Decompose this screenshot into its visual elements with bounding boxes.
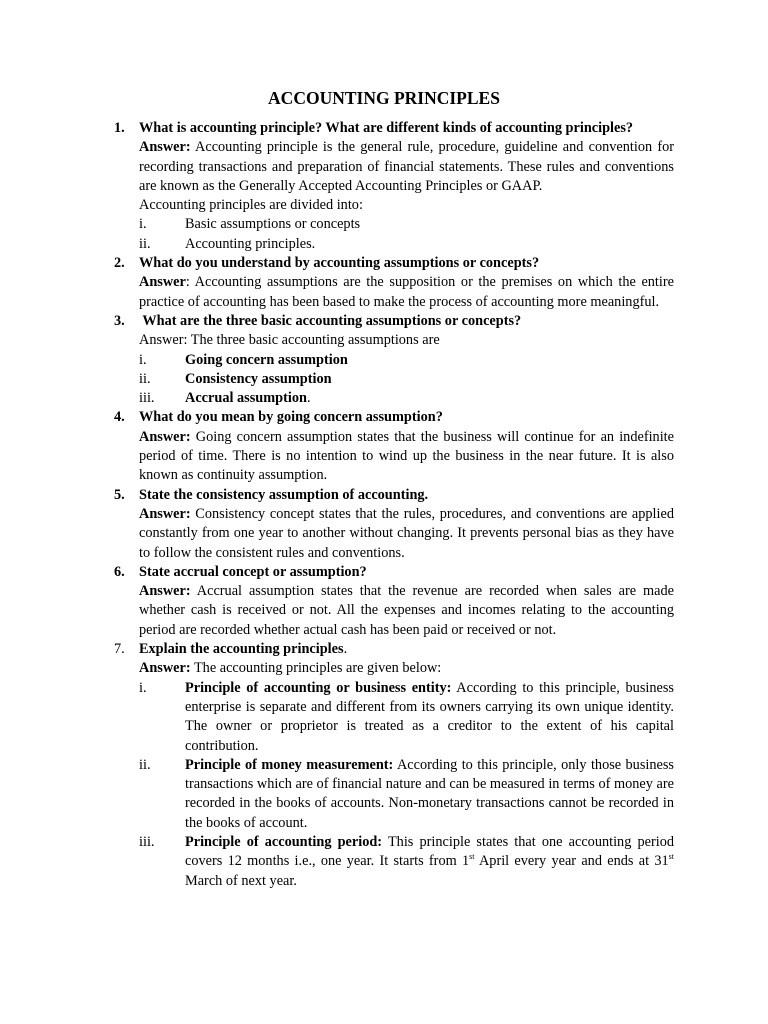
answer-label: Answer [139,274,186,291]
principle-text-c: March of next year. [185,872,297,889]
principle-item [139,756,674,833]
principle-text-a: This principle states that one accounting period covers 12 months i.e., one year. It starts from 1 [185,833,675,870]
list-item-number: iii. [139,390,155,407]
answer-body: Consistency concept states that the rules, procedures, and conventions are applied constantly from one year to another without changing. It prevents personal bias as they have to follow the consistent rules and conventions. [139,505,674,561]
list-intro: Accounting principles are divided into: [139,197,363,214]
question-title-tail: . [343,641,348,658]
superscript-st: st [668,852,674,862]
question-title: Explain the accounting principles [139,641,344,658]
answer-text [139,428,674,486]
principle-text: According to this principle, only those business transactions which are of financial nature and can be measured in terms of money are recorded in the books of accounts. Non-monetary transactions cannot be recorded in the books of account. [185,756,674,831]
question-1-header [114,119,674,138]
question-number: 1. [114,120,125,136]
list-item-number: i. [139,679,147,696]
answer-text [139,138,674,196]
principle-text-b: April every year and ends at 31 [474,853,669,870]
list-item-number: ii. [139,235,151,252]
question-4 [114,408,674,485]
list-item-text: Accounting principles. [185,235,316,252]
question-title: What do you understand by accounting assumptions or concepts? [139,255,540,272]
principle-item [139,833,674,891]
question-1 [114,119,674,254]
answer-label: Answer: [139,139,191,156]
answer-text [139,659,674,678]
list-item-number: ii. [139,370,151,387]
principle-text: According to this principle, business enterprise is separate and different from its owners carrying its own unique identity. The owner or proprietor is treated as a creditor to the extent of his capital contribution. [185,679,674,754]
question-title: State the consistency assumption of accounting. [139,486,429,503]
question-title: State accrual concept or assumption? [139,563,367,580]
question-5-header [114,486,674,505]
question-4-header [114,408,674,427]
question-5 [114,486,674,563]
question-6-header [114,563,674,582]
list-item-text: Basic assumptions or concepts [185,216,361,233]
answer-text [139,582,674,640]
list-item [139,389,674,408]
question-number: 2. [114,255,125,272]
list-item-number: iii. [139,833,155,850]
question-number: 5. [114,486,125,503]
question-title: What do you mean by going concern assumption? [139,409,443,426]
question-title: What is accounting principle? What are different kinds of accounting principles? [139,120,634,136]
question-title: What are the three basic accounting assumptions or concepts? [139,312,522,329]
principle-item [139,679,674,756]
page-title: ACCOUNTING PRINCIPLES [268,88,500,108]
list-intro: Answer: The three basic accounting assumptions are [139,332,440,349]
question-number: 3. [114,312,125,329]
list-item-tail: . [306,390,311,407]
answer-label: Answer: [139,660,191,677]
answer-text [139,273,674,312]
question-3-header [114,312,674,331]
question-number: 6. [114,563,125,580]
list-item-number: ii. [139,756,151,773]
list-item [139,235,674,254]
answer-label: Answer: [139,583,191,600]
answer-body: Accrual assumption states that the revenue are recorded when sales are made whether cash is received or not. All the expenses and incomes relating to the accounting period are recorded whether actual cash has been paid or received or not. [139,583,674,638]
list-item-number: i. [139,351,147,368]
list-item [139,351,674,370]
list-item-text: Consistency assumption [185,370,332,387]
list-item [139,215,674,234]
principle-label: Principle of accounting or business entity: [185,679,452,696]
answer-body: Going concern assumption states that the business will continue for an indefinite period of time. There is no intention to wind up the business in the near future. It is also known as continuity assumption. [139,428,674,484]
list-item-text: Accrual assumption [185,390,307,407]
list-item-text: Going concern assumption [185,351,348,368]
question-6 [114,563,674,640]
question-number: 4. [114,409,125,426]
question-7-header [114,640,674,659]
answer-body: Accounting principle is the general rule, procedure, guideline and convention for recording transactions and preparation of financial statements. These rules and conventions are known as the Generally Accepted Accounting Principles or GAAP. [139,139,674,194]
document-body [114,119,674,891]
question-2-header [114,254,674,273]
list-item [139,370,674,389]
question-number: 7. [114,641,125,658]
answer-text [139,505,674,563]
principle-label: Principle of money measurement: [185,756,394,773]
principle-label: Principle of accounting period: [185,833,383,850]
list-item-number: i. [139,216,147,233]
superscript-st: st [469,852,475,862]
question-7 [114,640,674,891]
question-2 [114,254,674,312]
answer-body: The accounting principles are given below: [190,660,442,677]
answer-body: : Accounting assumptions are the supposition or the premises on which the entire practice of accounting has been based to make the process of accounting more meaningful. [139,274,674,310]
answer-label: Answer: [139,428,191,445]
answer-label: Answer: [139,505,191,522]
question-3 [114,312,674,408]
